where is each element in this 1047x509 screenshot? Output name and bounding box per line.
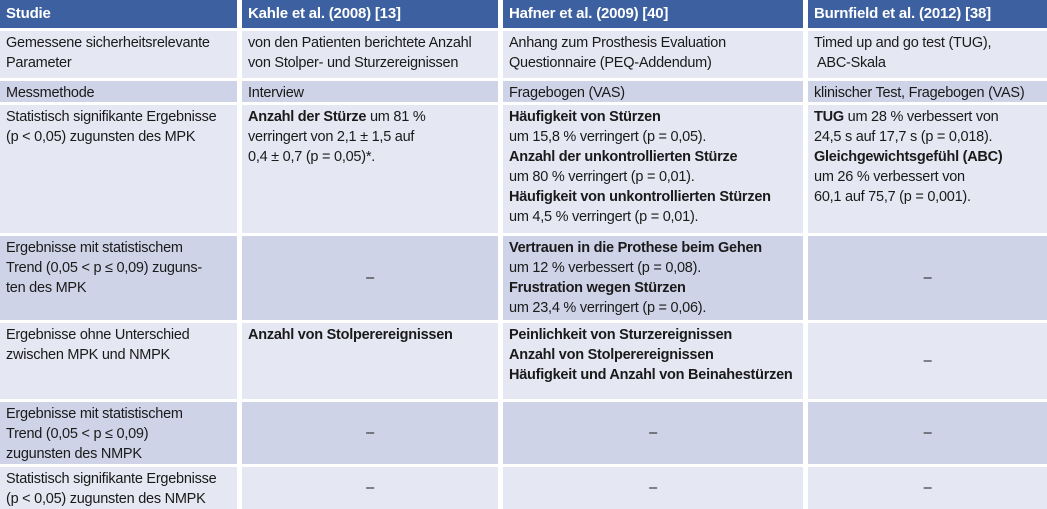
text-line: Peinlichkeit von Sturzereignissen — [509, 327, 733, 343]
text-line: verringert von 2,1 ± 1,5 auf — [248, 129, 415, 145]
row-signifikant-nmpk-col-3 — [808, 467, 1047, 509]
row-signifikant-mpk-col-2 — [503, 105, 803, 233]
no-result-dash: – — [366, 425, 374, 441]
text-line: zwischen MPK und NMPK — [6, 347, 170, 363]
text-line: Statistisch signifikante Ergebnisse — [6, 471, 217, 487]
text-line: ten des MPK — [6, 280, 87, 296]
text-line: Ergebnisse ohne Unterschied — [6, 327, 190, 343]
row-gemessene-parameter-label — [0, 31, 237, 78]
text-line: von den Patienten berichtete Anzahl — [248, 35, 472, 51]
row-ohne-unterschied-label — [0, 323, 237, 399]
text-line: Vertrauen in die Prothese beim Gehen — [509, 240, 762, 256]
text-line: Gemessene sicherheitsrelevante — [6, 35, 210, 51]
text-line: Parameter — [6, 55, 72, 71]
text-line: um 15,8 % verringert (p = 0,05). — [509, 129, 707, 145]
text-line: um 23,4 % verringert (p = 0,06). — [509, 300, 707, 316]
row-trend-nmpk-col-1 — [242, 402, 498, 464]
text-line: 0,4 ± 0,7 (p = 0,05)*. — [248, 149, 375, 165]
text-line: TUG um 28 % verbessert von — [814, 109, 999, 125]
text-line: klinischer Test, Fragebogen (VAS) — [814, 85, 1025, 101]
no-result-dash: – — [366, 270, 374, 286]
header-cell-study-1: Kahle et al. (2008) [13] — [242, 0, 498, 28]
text-line: Häufigkeit und Anzahl von Beinahestürzen — [509, 367, 793, 383]
row-trend-nmpk-col-2 — [503, 402, 803, 464]
text-line: um 12 % verbessert (p = 0,08). — [509, 260, 701, 276]
row-signifikant-nmpk-col-1 — [242, 467, 498, 509]
row-signifikant-mpk-col-1 — [242, 105, 498, 233]
text-line: Frustration wegen Stürzen — [509, 280, 686, 296]
text-line: (p < 0,05) zugunsten des MPK — [6, 129, 196, 145]
text-line: Questionnaire (PEQ-Addendum) — [509, 55, 712, 71]
text-line: Gleichgewichtsgefühl (ABC) — [814, 149, 1003, 165]
row-signifikant-mpk-label — [0, 105, 237, 233]
text-line: Fragebogen (VAS) — [509, 85, 625, 101]
no-result-dash: – — [923, 270, 932, 286]
text-line: (p < 0,05) zugunsten des NMPK — [6, 491, 206, 507]
text-line: 24,5 s auf 17,7 s (p = 0,018). — [814, 129, 993, 145]
row-trend-nmpk-col-3 — [808, 402, 1047, 464]
text-line: Interview — [248, 85, 304, 101]
no-result-dash: – — [923, 480, 932, 496]
text-line: von Stolper- und Sturzereignissen — [248, 55, 459, 71]
no-result-dash: – — [649, 480, 657, 496]
text-line: Anhang zum Prosthesis Evaluation — [509, 35, 726, 51]
text-line: ABC-Skala — [814, 55, 886, 71]
text-line: Häufigkeit von Stürzen — [509, 109, 661, 125]
row-gemessene-parameter-col-2 — [503, 31, 803, 78]
text-line: Häufigkeit von unkontrollierten Stürzen — [509, 189, 771, 205]
text-line: Anzahl der Stürze um 81 % — [248, 109, 426, 125]
text-line: Timed up and go test (TUG), — [814, 35, 992, 51]
text-line: Anzahl von Stolperereignissen — [248, 327, 453, 343]
row-gemessene-parameter-col-3 — [808, 31, 1047, 78]
no-result-dash: – — [649, 425, 657, 441]
row-signifikant-mpk-col-3 — [808, 105, 1047, 233]
header-cell-study-2: Hafner et al. (2009) [40] — [503, 0, 803, 28]
row-trend-mpk-col-3 — [808, 236, 1047, 320]
text-line: zugunsten des NMPK — [6, 446, 142, 462]
text-line: Statistisch signifikante Ergebnisse — [6, 109, 217, 125]
text-line: Messmethode — [6, 85, 95, 101]
row-trend-nmpk-label — [0, 402, 237, 464]
header-cell-studie: Studie — [0, 0, 237, 28]
text-line: Trend (0,05 < p ≤ 0,09) zuguns- — [6, 260, 202, 276]
row-messmethode-col-3 — [808, 81, 1047, 102]
row-trend-mpk-col-2 — [503, 236, 803, 320]
text-line: Trend (0,05 < p ≤ 0,09) — [6, 426, 149, 442]
no-result-dash: – — [923, 425, 932, 441]
text-line: um 4,5 % verringert (p = 0,01). — [509, 209, 699, 225]
text-line: Ergebnisse mit statistischem — [6, 240, 183, 256]
row-trend-mpk-label — [0, 236, 237, 320]
text-line: um 80 % verringert (p = 0,01). — [509, 169, 695, 185]
row-trend-mpk-col-1 — [242, 236, 498, 320]
row-signifikant-nmpk-label — [0, 467, 237, 509]
row-ohne-unterschied-col-3 — [808, 323, 1047, 399]
text-line: Ergebnisse mit statistischem — [6, 406, 183, 422]
row-messmethode-label — [0, 81, 237, 102]
row-messmethode-col-1 — [242, 81, 498, 102]
text-line: um 26 % verbessert von — [814, 169, 965, 185]
row-ohne-unterschied-col-2 — [503, 323, 803, 399]
text-line: Anzahl von Stolperereignissen — [509, 347, 714, 363]
text-line: Anzahl der unkontrollierten Stürze — [509, 149, 738, 165]
row-gemessene-parameter-col-1 — [242, 31, 498, 78]
text-line: 60,1 auf 75,7 (p = 0,001). — [814, 189, 971, 205]
no-result-dash: – — [366, 480, 374, 496]
row-signifikant-nmpk-col-2 — [503, 467, 803, 509]
row-ohne-unterschied-col-1 — [242, 323, 498, 399]
row-messmethode-col-2 — [503, 81, 803, 102]
header-cell-study-3: Burnfield et al. (2012) [38] — [808, 0, 1047, 28]
no-result-dash: – — [923, 353, 932, 369]
